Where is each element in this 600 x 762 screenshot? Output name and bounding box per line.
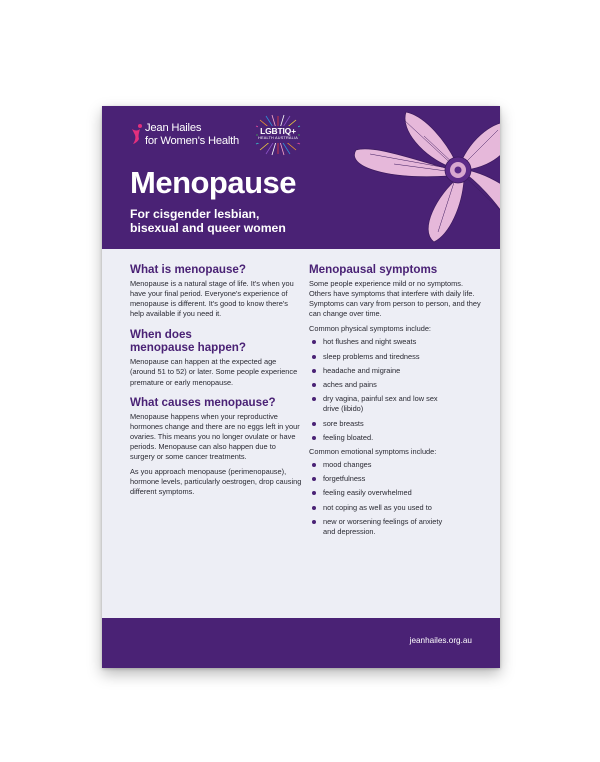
- paragraph-when-does-menopause-happen: Menopause can happen at the expected age (around 51 to 52) or later. Some people experience premature or early menopause.: [130, 357, 298, 387]
- bullet-icon: [312, 422, 316, 426]
- heading-what-is-menopause: What is menopause?: [130, 263, 246, 276]
- list-item: sleep problems and tiredness: [309, 352, 481, 362]
- list-item: dry vagina, painful sex and low sex drive (libido): [309, 394, 481, 414]
- list-item: feeling easily overwhelmed: [309, 488, 481, 498]
- list-item: aches and pains: [309, 380, 481, 390]
- heading-menopausal-symptoms: Menopausal symptoms: [309, 263, 438, 276]
- left-column: [130, 263, 302, 497]
- list-item: not coping as well as you used to: [309, 503, 481, 513]
- list-item: forgetfulness: [309, 474, 481, 484]
- subtitle-line-1: For cisgender lesbian,: [130, 207, 260, 221]
- list-item: hot flushes and night sweats: [309, 337, 481, 347]
- heading-when-line-2: menopause happen?: [130, 341, 246, 355]
- physical-symptoms-list: [309, 337, 481, 442]
- bullet-icon: [312, 340, 316, 344]
- jean-hailes-name: Jean Hailes: [145, 122, 202, 134]
- flower-illustration-icon: [334, 106, 500, 249]
- page-subtitle: [130, 207, 330, 235]
- header-banner: [102, 106, 500, 249]
- list-item: new or worsening feelings of anxiety and depression.: [309, 517, 481, 537]
- lgbtiq-logo-subtext: HEALTH AUSTRALIA: [258, 136, 298, 140]
- brochure-page: [102, 106, 500, 668]
- jean-hailes-tagline: for Women's Health: [145, 135, 240, 147]
- bullet-icon: [312, 355, 316, 359]
- bullet-icon: [312, 463, 316, 467]
- bullet-icon: [312, 491, 316, 495]
- bullet-icon: [312, 477, 316, 481]
- list-item: sore breasts: [309, 419, 481, 429]
- jean-hailes-logo: [130, 121, 250, 151]
- heading-what-causes-menopause: What causes menopause?: [130, 395, 276, 409]
- emotional-symptoms-label: Common emotional symptoms include:: [309, 446, 437, 456]
- bullet-icon: [312, 383, 316, 387]
- subtitle-line-2: bisexual and queer women: [130, 221, 286, 235]
- list-item: headache and migraine: [309, 366, 481, 376]
- heading-when-line-1: When does: [130, 328, 192, 342]
- jean-hailes-figure-icon: [130, 123, 144, 145]
- paragraph-what-is-menopause: Menopause is a natural stage of life. It's when you have your final period. Everyone's experience of menopause is different. It's good to know there's help available if you need it.: [130, 279, 294, 319]
- physical-symptoms-label: Common physical symptoms include:: [309, 324, 431, 334]
- right-column: [309, 263, 481, 541]
- list-item: mood changes: [309, 460, 481, 470]
- paragraph-symptoms-intro: Some people experience mild or no symptoms. Others have symptoms that interfere with daily life. Symptoms can vary from person to person, and they can change over time.: [309, 279, 481, 319]
- lgbtiq-logo-text: LGBTIQ+: [260, 126, 296, 136]
- bullet-icon: [312, 369, 316, 373]
- emotional-symptoms-list: [309, 460, 481, 537]
- footer-banner: [102, 618, 500, 668]
- list-item: feeling bloated.: [309, 433, 481, 443]
- page-title: Menopause: [130, 165, 297, 200]
- website-link[interactable]: jeanhailes.org.au: [409, 636, 472, 645]
- bullet-icon: [312, 506, 316, 510]
- bullet-icon: [312, 520, 316, 524]
- bullet-icon: [312, 397, 316, 401]
- paragraph-causes-1: Menopause happens when your reproductive hormones change and there are no eggs left in your ovaries. This means you no longer ovulate or have periods. Menopause can also happen due to surgery or some cancer treatments.: [130, 411, 300, 462]
- heading-when-does-menopause-happen: [130, 328, 302, 354]
- bullet-icon: [312, 436, 316, 440]
- paragraph-causes-2: As you approach menopause (perimenopause), hormone levels, particularly oestrogen, drop causing different symptoms.: [130, 467, 302, 497]
